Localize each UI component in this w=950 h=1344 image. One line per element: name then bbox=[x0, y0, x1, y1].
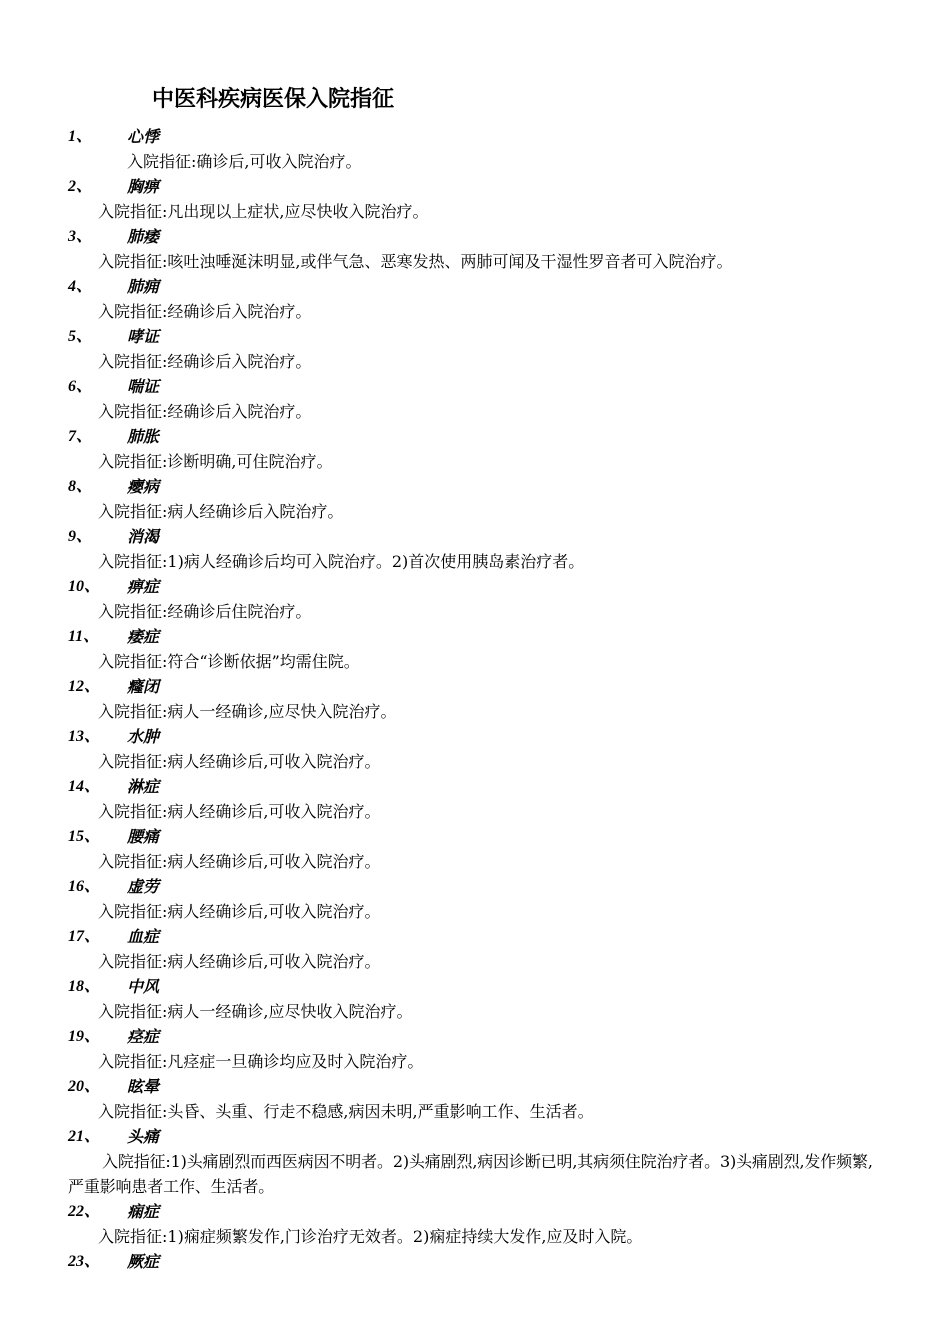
entry-list bbox=[0, 124, 950, 1274]
disease-name: 胸痹 bbox=[127, 177, 160, 196]
disease-name: 肺痈 bbox=[127, 277, 160, 296]
list-item bbox=[0, 374, 950, 424]
disease-name: 水肿 bbox=[127, 727, 160, 746]
admission-criteria-text: 入院指征:符合“诊断依据”均需住院。 bbox=[98, 652, 360, 671]
disease-name: 厥症 bbox=[127, 1252, 160, 1271]
entry-number: 13、 bbox=[68, 728, 101, 745]
entry-number: 1、 bbox=[68, 128, 93, 145]
admission-criteria-text: 入院指征:病人经确诊后,可收入院治疗。 bbox=[98, 902, 381, 921]
list-item bbox=[0, 174, 950, 224]
entry-heading bbox=[0, 624, 950, 649]
entry-heading bbox=[0, 1249, 950, 1274]
disease-name: 血症 bbox=[127, 927, 160, 946]
admission-criteria-text: 入院指征:病人经确诊后,可收入院治疗。 bbox=[98, 752, 381, 771]
list-item bbox=[0, 474, 950, 524]
admission-criteria-text: 入院指征:头昏、头重、行走不稳感,病因未明,严重影响工作、生活者。 bbox=[98, 1102, 594, 1121]
entry-heading bbox=[0, 1124, 950, 1149]
admission-criteria-text: 入院指征:病人一经确诊,应尽快入院治疗。 bbox=[98, 702, 397, 721]
entry-heading bbox=[0, 924, 950, 949]
admission-criteria-text: 入院指征:经确诊后住院治疗。 bbox=[98, 602, 312, 621]
entry-number: 23、 bbox=[68, 1253, 101, 1270]
entry-number: 2、 bbox=[68, 178, 93, 195]
admission-criteria-text: 入院指征:病人经确诊后,可收入院治疗。 bbox=[98, 852, 381, 871]
entry-heading bbox=[0, 474, 950, 499]
entry-number: 18、 bbox=[68, 978, 101, 995]
disease-name: 癃闭 bbox=[127, 677, 160, 696]
entry-number: 10、 bbox=[68, 578, 101, 595]
disease-name: 痫症 bbox=[127, 1202, 160, 1221]
list-item bbox=[0, 1024, 950, 1074]
disease-name: 头痛 bbox=[127, 1127, 160, 1146]
entry-number: 6、 bbox=[68, 378, 93, 395]
entry-number: 5、 bbox=[68, 328, 93, 345]
admission-criteria-text: 入院指征:凡出现以上症状,应尽快收入院治疗。 bbox=[98, 202, 429, 221]
entry-number: 21、 bbox=[68, 1128, 101, 1145]
entry-number: 20、 bbox=[68, 1078, 101, 1095]
disease-name: 腰痛 bbox=[127, 827, 160, 846]
entry-number: 14、 bbox=[68, 778, 101, 795]
entry-heading bbox=[0, 574, 950, 599]
admission-criteria-text: 入院指征:病人经确诊后,可收入院治疗。 bbox=[98, 952, 381, 971]
entry-number: 11、 bbox=[68, 628, 100, 645]
list-item bbox=[0, 574, 950, 624]
list-item bbox=[0, 1249, 950, 1274]
list-item bbox=[0, 324, 950, 374]
disease-name: 痹症 bbox=[127, 577, 160, 596]
list-item bbox=[0, 424, 950, 474]
document-title: 中医科疾病医保入院指征 bbox=[152, 87, 395, 112]
list-item bbox=[0, 224, 950, 274]
entry-heading bbox=[0, 824, 950, 849]
admission-criteria-text: 入院指征:1)痫症频繁发作,门诊治疗无效者。2)痫症持续大发作,应及时入院。 bbox=[98, 1227, 643, 1246]
entry-number: 4、 bbox=[68, 278, 93, 295]
entry-heading bbox=[0, 174, 950, 199]
disease-name: 肺痿 bbox=[127, 227, 160, 246]
list-item bbox=[0, 924, 950, 974]
entry-number: 16、 bbox=[68, 878, 101, 895]
disease-name: 心悸 bbox=[127, 127, 160, 146]
entry-heading bbox=[0, 524, 950, 549]
entry-number: 15、 bbox=[68, 828, 101, 845]
list-item bbox=[0, 124, 950, 174]
entry-heading bbox=[0, 674, 950, 699]
entry-number: 22、 bbox=[68, 1203, 101, 1220]
disease-name: 虚劳 bbox=[127, 877, 160, 896]
admission-criteria-text: 入院指征:经确诊后入院治疗。 bbox=[98, 402, 312, 421]
entry-number: 8、 bbox=[68, 478, 93, 495]
admission-criteria-text: 入院指征:确诊后,可收入院治疗。 bbox=[127, 152, 362, 171]
list-item bbox=[0, 274, 950, 324]
list-item bbox=[0, 874, 950, 924]
disease-name: 淋症 bbox=[127, 777, 160, 796]
admission-criteria-text: 入院指征:诊断明确,可住院治疗。 bbox=[98, 452, 333, 471]
disease-name: 肺胀 bbox=[127, 427, 160, 446]
entry-heading bbox=[0, 1199, 950, 1224]
disease-name: 眩晕 bbox=[127, 1077, 160, 1096]
entry-heading bbox=[0, 224, 950, 249]
admission-criteria-text: 入院指征:凡痉症一旦确诊均应及时入院治疗。 bbox=[98, 1052, 424, 1071]
entry-number: 17、 bbox=[68, 928, 101, 945]
disease-name: 中风 bbox=[127, 977, 160, 996]
entry-heading bbox=[0, 724, 950, 749]
disease-name: 消渴 bbox=[127, 527, 160, 546]
entry-heading bbox=[0, 124, 950, 149]
list-item bbox=[0, 974, 950, 1024]
entry-heading bbox=[0, 424, 950, 449]
admission-criteria-text: 入院指征:咳吐浊唾涎沫明显,或伴气急、恶寒发热、两肺可闻及干湿性罗音者可入院治疗。 bbox=[98, 252, 733, 271]
list-item bbox=[0, 724, 950, 774]
disease-name: 喘证 bbox=[127, 377, 160, 396]
admission-criteria-text: 入院指征:1)病人经确诊后均可入院治疗。2)首次使用胰岛素治疗者。 bbox=[98, 552, 585, 571]
entry-heading bbox=[0, 374, 950, 399]
entry-number: 19、 bbox=[68, 1028, 101, 1045]
admission-criteria-text: 入院指征:病人经确诊后,可收入院治疗。 bbox=[98, 802, 381, 821]
list-item bbox=[0, 774, 950, 824]
entry-heading bbox=[0, 1074, 950, 1099]
entry-heading bbox=[0, 274, 950, 299]
entry-heading bbox=[0, 974, 950, 999]
disease-name: 痿症 bbox=[127, 627, 160, 646]
entry-heading bbox=[0, 874, 950, 899]
admission-criteria-text: 入院指征:经确诊后入院治疗。 bbox=[98, 352, 312, 371]
entry-number: 7、 bbox=[68, 428, 93, 445]
entry-heading bbox=[0, 774, 950, 799]
admission-criteria-text: 入院指征:1)头痛剧烈而西医病因不明者。2)头痛剧烈,病因诊断已明,其病须住院治疗者。3)头痛剧烈,发作频繁,严重影响患者工作、生活者。 bbox=[68, 1152, 873, 1196]
list-item bbox=[0, 624, 950, 674]
entry-number: 12、 bbox=[68, 678, 101, 695]
entry-number: 3、 bbox=[68, 228, 93, 245]
list-item bbox=[0, 674, 950, 724]
disease-name: 哮证 bbox=[127, 327, 160, 346]
list-item bbox=[0, 1124, 950, 1199]
entry-number: 9、 bbox=[68, 528, 93, 545]
list-item bbox=[0, 824, 950, 874]
disease-name: 痉症 bbox=[127, 1027, 160, 1046]
entry-heading bbox=[0, 324, 950, 349]
list-item bbox=[0, 1074, 950, 1124]
list-item bbox=[0, 524, 950, 574]
admission-criteria-text: 入院指征:经确诊后入院治疗。 bbox=[98, 302, 312, 321]
entry-heading bbox=[0, 1024, 950, 1049]
disease-name: 瘿病 bbox=[127, 477, 160, 496]
admission-criteria-text: 入院指征:病人一经确诊,应尽快收入院治疗。 bbox=[98, 1002, 413, 1021]
admission-criteria-text: 入院指征:病人经确诊后入院治疗。 bbox=[98, 502, 344, 521]
list-item bbox=[0, 1199, 950, 1249]
